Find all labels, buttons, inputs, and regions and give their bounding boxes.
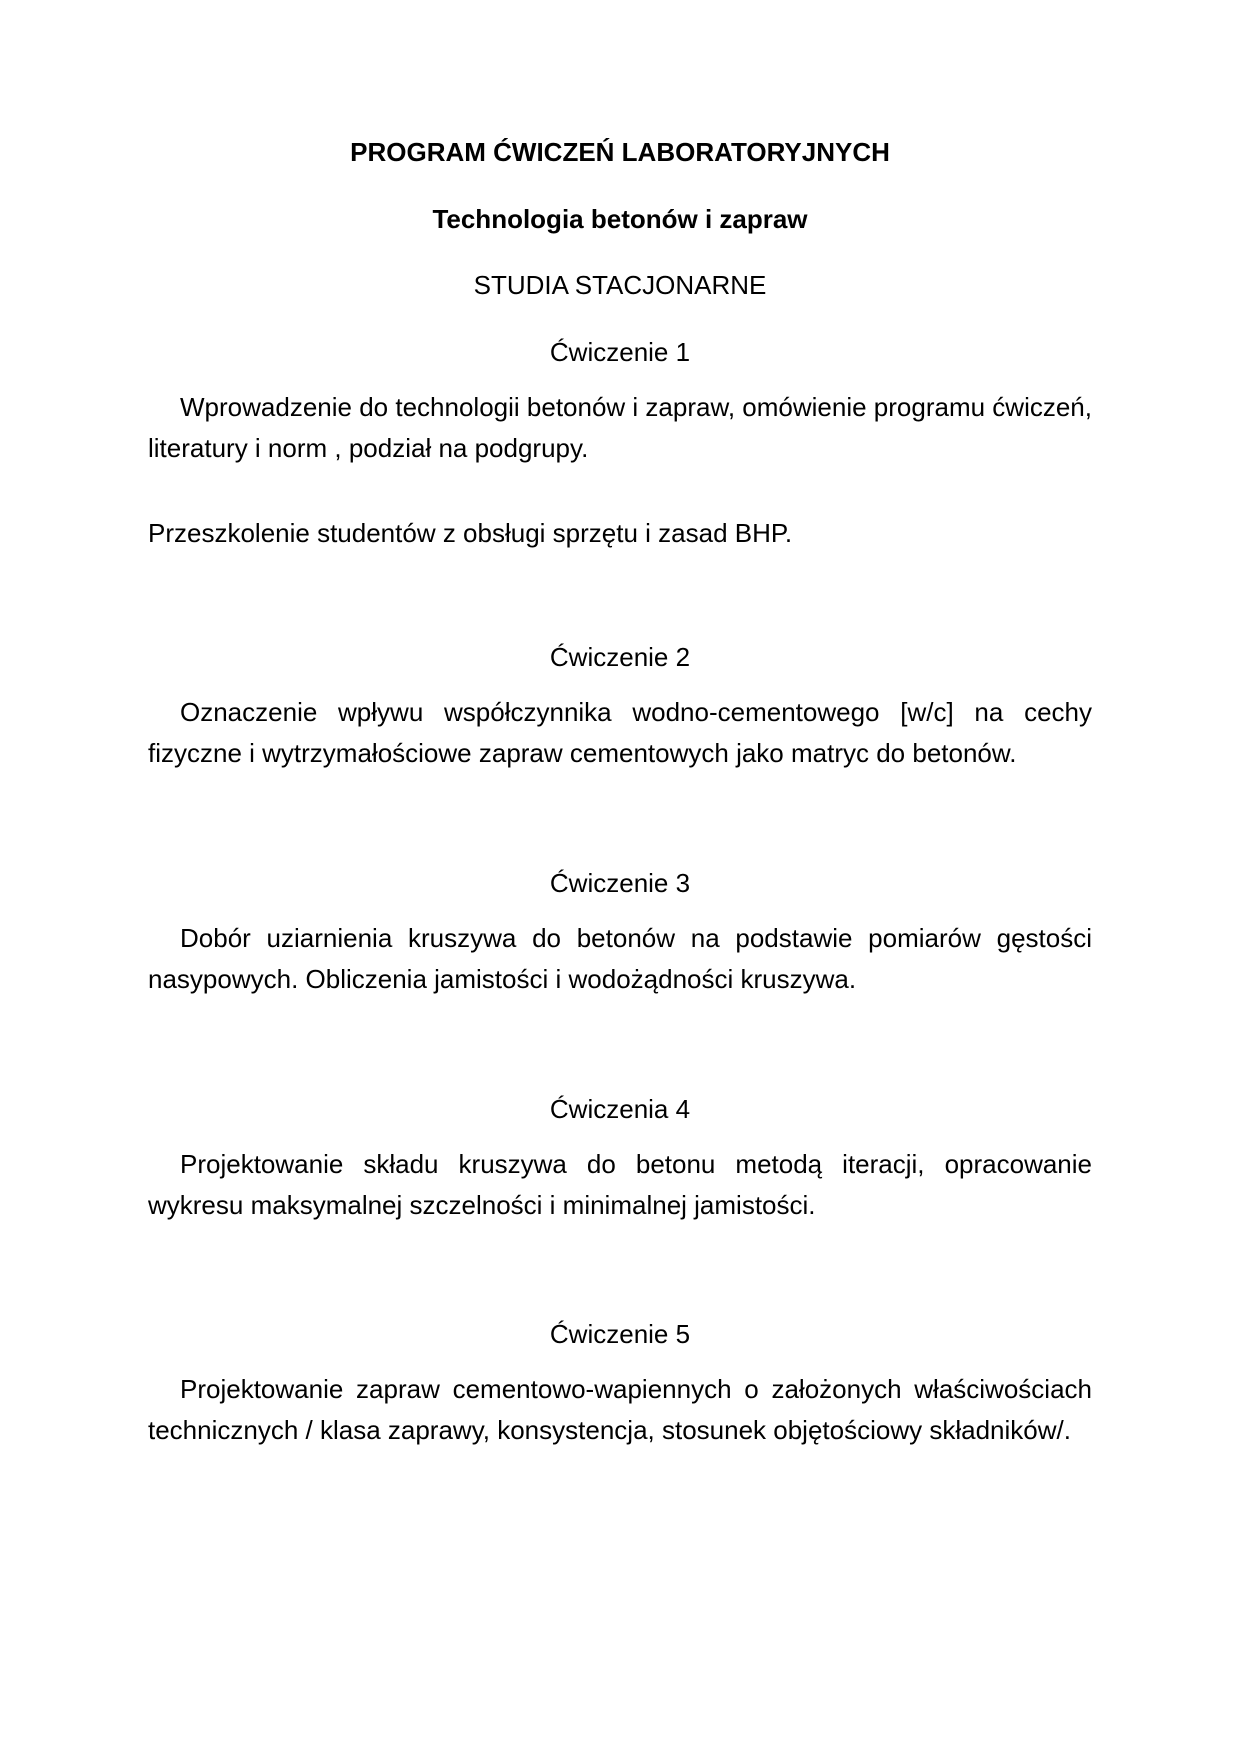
- exercise-4-heading: Ćwiczenia 4: [549, 1094, 691, 1124]
- course-subtitle: Technologia betonów i zapraw: [432, 204, 808, 234]
- exercise-5-paragraph-1: Projektowanie zapraw cementowo-wapiennych o założonych właściwościach technicznych / klasa zaprawy, konsystencja, stosunek objętościowy składników/.: [148, 1374, 1092, 1445]
- study-mode-label: STUDIA STACJONARNE: [473, 270, 767, 300]
- exercise-1-paragraph-2: Przeszkolenie studentów z obsługi sprzętu i zasad BHP.: [148, 518, 793, 548]
- exercise-1-paragraph-1: Wprowadzenie do technologii betonów i zapraw, omówienie programu ćwiczeń, literatury i norm , podział na podgrupy.: [148, 392, 1092, 463]
- exercise-2-paragraph-1: Oznaczenie wpływu współczynnika wodno-cementowego [w/c] na cechy fizyczne i wytrzymałościowe zapraw cementowych jako matryc do betonów.: [148, 697, 1092, 768]
- exercise-2-heading: Ćwiczenie 2: [549, 642, 691, 672]
- exercise-5-heading: Ćwiczenie 5: [549, 1319, 691, 1349]
- exercise-1-heading: Ćwiczenie 1: [549, 337, 691, 367]
- exercise-4-paragraph-1: Projektowanie składu kruszywa do betonu metodą iteracji, opracowanie wykresu maksymalnej szczelności i minimalnej jamistości.: [148, 1149, 1092, 1220]
- exercise-3-heading: Ćwiczenie 3: [549, 868, 691, 898]
- document-title: PROGRAM ĆWICZEŃ LABORATORYJNYCH: [350, 137, 890, 167]
- exercise-3-paragraph-1: Dobór uziarnienia kruszywa do betonów na podstawie pomiarów gęstości nasypowych. Obliczenia jamistości i wodożądności kruszywa.: [148, 923, 1092, 994]
